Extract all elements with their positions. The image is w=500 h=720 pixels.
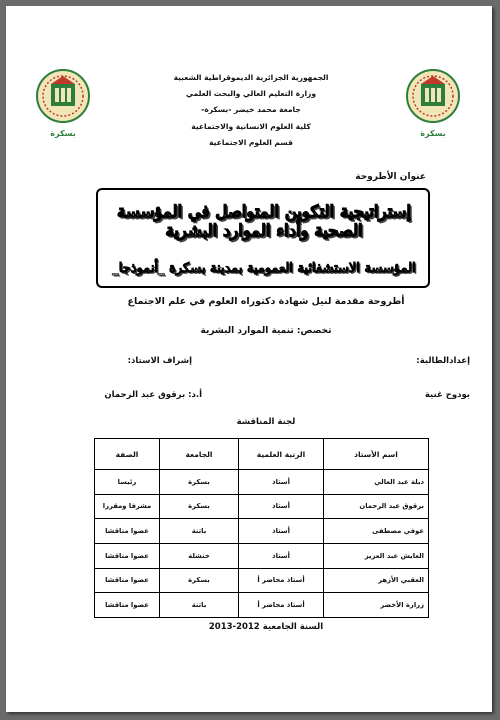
table-row — [95, 519, 429, 544]
member-role: عضوا مناقشا — [95, 568, 160, 593]
committee-header-row — [95, 439, 429, 470]
republic-line: الجمهورية الجزائرية الديموقراطية الشعبية — [173, 73, 329, 82]
member-rank: أستاذ — [239, 494, 324, 519]
committee-title: لجنة المناقشة — [236, 417, 296, 427]
table-row — [95, 568, 429, 593]
document-page — [6, 6, 492, 712]
member-role: رئيسا — [95, 470, 160, 495]
member-university: خنشلة — [160, 543, 239, 568]
member-rank: أستاذ محاضر أ — [239, 593, 324, 618]
member-name: دبلة عبد العالي — [324, 470, 429, 495]
logo-right-caption: بسكرة — [420, 129, 446, 138]
supervisor-name: أ.د: برقوق عبد الرحمان — [104, 390, 202, 400]
logo-left-caption: بسكرة — [50, 129, 76, 138]
table-row — [95, 593, 429, 618]
committee-table — [94, 438, 429, 618]
university-logo-right — [398, 66, 468, 144]
member-name: عوفي مصطفى — [324, 519, 429, 544]
member-role: عضوا مناقشا — [95, 593, 160, 618]
header-name: اسم الأستاذ — [324, 439, 429, 470]
member-university: بسكرة — [160, 494, 239, 519]
member-university: بسكرة — [160, 568, 239, 593]
thesis-main-title: إستراتيجية التكوين المتواصل في المؤسسة الصحية وأداء الموارد البشرية — [117, 202, 411, 240]
thesis-subtitle: المؤسسة الاستشفائية العمومية بمدينة بسكرة _أنموذجا_ — [112, 261, 416, 276]
member-name: العايش عبد العزيز — [324, 543, 429, 568]
member-role: عضوا مناقشا — [95, 543, 160, 568]
member-name: زرارة الأخضر — [324, 593, 429, 618]
table-row — [95, 470, 429, 495]
department-line: قسم العلوم الاجتماعية — [209, 137, 293, 147]
specialty-line: تخصص: تنمية الموارد البشرية — [200, 326, 332, 336]
member-role: مشرفا ومقررا — [95, 494, 160, 519]
member-name: برقوق عبد الرحمان — [324, 494, 429, 519]
ministry-line: وزارة التعليم العالي والبحث العلمي — [185, 89, 317, 99]
table-row — [95, 494, 429, 519]
member-university: بسكرة — [160, 470, 239, 495]
student-label: إعدادالطالبة: — [416, 356, 470, 366]
member-university: باتنة — [160, 519, 239, 544]
header-university: الجامعة — [160, 439, 239, 470]
degree-line: أطروحة مقدمة لنيل شهادة دكتوراه العلوم في علم الاجتماع — [127, 296, 405, 307]
header-rank: الرتبة العلمية — [239, 439, 324, 470]
member-rank: أستاذ — [239, 470, 324, 495]
faculty-line: كلية العلوم الانسانية والاجتماعية — [191, 121, 311, 131]
member-rank: أستاذ — [239, 519, 324, 544]
table-row — [95, 543, 429, 568]
member-role: عضوا مناقشا — [95, 519, 160, 544]
supervisor-label: إشراف الاستاذ: — [127, 356, 192, 366]
member-rank: أستاذ — [239, 543, 324, 568]
student-name: بودوح غنية — [424, 390, 470, 400]
university-line: جامعة محمد خيضر -بسكرة- — [201, 105, 301, 115]
header-role: الصفة — [95, 439, 160, 470]
member-name: العقبي الأزهر — [324, 568, 429, 593]
member-university: باتنة — [160, 593, 239, 618]
academic-year: السنة الجامعية 2012-2013 — [208, 622, 324, 632]
institution-header — [126, 70, 376, 151]
member-rank: أستاذ محاضر أ — [239, 568, 324, 593]
university-logo-left — [28, 66, 98, 144]
thesis-title-label: عنوان الأطروحة — [355, 172, 426, 182]
